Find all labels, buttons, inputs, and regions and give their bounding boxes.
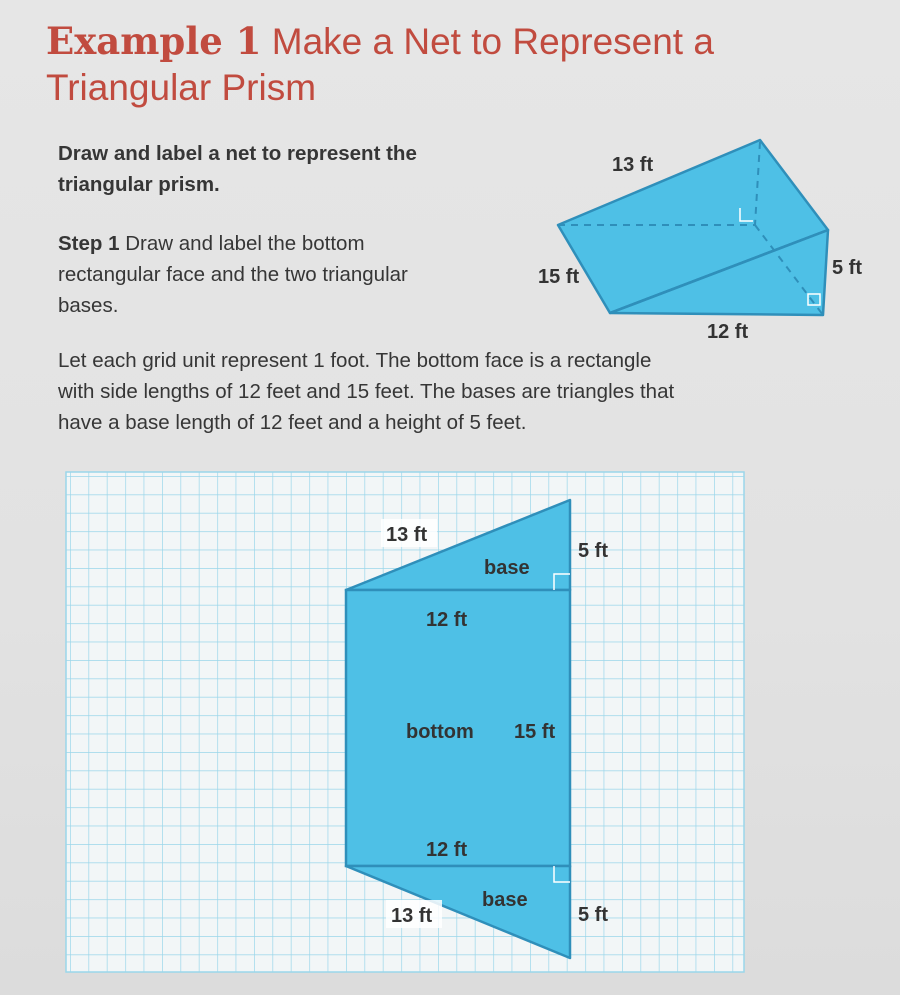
step1-line1: Draw and label the bottom <box>125 232 365 255</box>
net-top-hyp-label: 13 ft <box>386 524 428 546</box>
prism-label-13ft: 13 ft <box>612 154 654 176</box>
prism-label-5ft: 5 ft <box>832 257 862 279</box>
net-bottom-height-label: 5 ft <box>578 904 608 926</box>
step1-label: Step 1 <box>58 232 120 255</box>
net-rect-bottom-edge-label: 12 ft <box>426 839 468 861</box>
explanation-line2: with side lengths of 12 feet and 15 feet. The bases are triangles that <box>58 380 675 403</box>
net-rect-name-label: bottom <box>406 721 474 743</box>
title-line2: Triangular Prism <box>46 67 317 108</box>
net-bottom-hyp-label: 13 ft <box>391 905 433 927</box>
net-rect-top-edge-label: 12 ft <box>426 609 468 631</box>
prism-label-12ft: 12 ft <box>707 321 749 343</box>
prompt-line2: triangular prism. <box>58 173 220 196</box>
net-top-height-label: 5 ft <box>578 540 608 562</box>
net-rect-side-label: 15 ft <box>514 721 556 743</box>
prism-label-15ft: 15 ft <box>538 266 580 288</box>
explanation-line1: Let each grid unit represent 1 foot. The bottom face is a rectangle <box>58 349 652 372</box>
explanation-line3: have a base length of 12 feet and a height of 5 feet. <box>58 411 527 434</box>
net-top-base-label: base <box>484 557 530 579</box>
step1-line3: bases. <box>58 294 119 317</box>
prompt-line1: Draw and label a net to represent the <box>58 142 417 165</box>
step1-line2: rectangular face and the two triangular <box>58 263 408 286</box>
net-bottom-base-label: base <box>482 889 528 911</box>
title-line1: Make a Net to Represent a <box>271 21 714 62</box>
example-label: Example 1 <box>46 19 262 63</box>
